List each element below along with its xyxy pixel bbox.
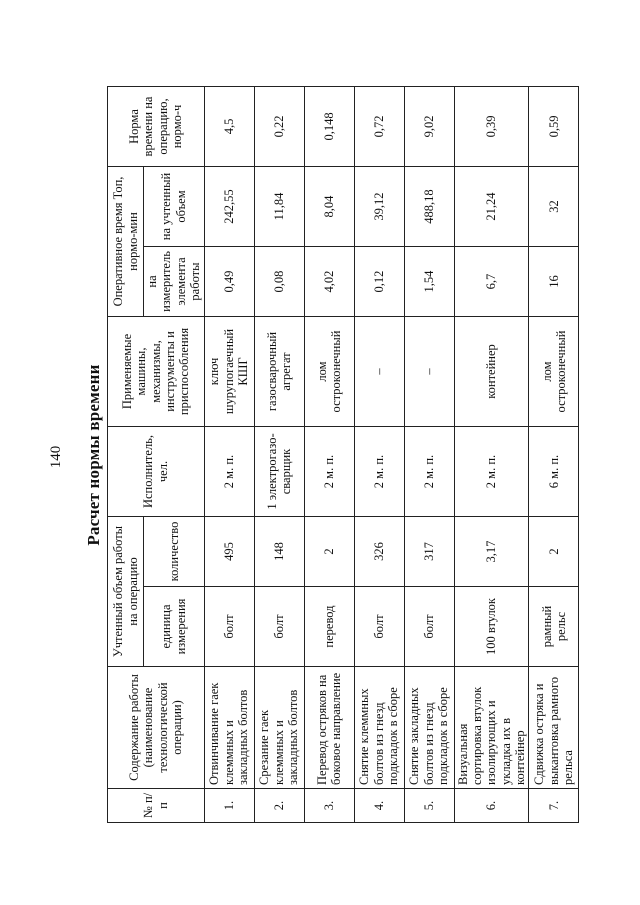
cell-per-unit: 6,7 [454, 247, 529, 317]
cell-tools: контейнер [454, 317, 529, 427]
time-norm-table [107, 86, 579, 823]
cell-per-unit: 1,54 [404, 247, 454, 317]
table-body [204, 86, 579, 822]
cell-quantity: 3,17 [454, 517, 529, 587]
cell-per-volume: 32 [529, 166, 579, 246]
cell-per-volume: 11,84 [254, 166, 304, 246]
cell-quantity: 317 [404, 517, 454, 587]
cell-work: Снятие клеммных болтов из гнезд подкладок в сборе [354, 667, 404, 789]
cell-quantity: 326 [354, 517, 404, 587]
table-row [454, 86, 529, 822]
table-row [254, 86, 304, 822]
cell-per-volume: 488,18 [404, 166, 454, 246]
cell-tools: ключ шурупогаечный КШГ [204, 317, 254, 427]
table-row [304, 86, 354, 822]
cell-per-unit: 4,02 [304, 247, 354, 317]
cell-norm: 0,72 [354, 86, 404, 166]
cell-unit: рамный рельс [529, 587, 579, 667]
table-row [204, 86, 254, 822]
cell-work: Визуальная сортировка втулок изолирующих и укладка их в контейнер [454, 667, 529, 789]
header-norm: Норма времени на операцию, нормо-ч [108, 86, 205, 166]
cell-per-unit: 0,08 [254, 247, 304, 317]
cell-quantity: 148 [254, 517, 304, 587]
header-performer: Исполнитель, чел. [108, 427, 205, 517]
page-title: Расчет нормы времени [84, 364, 103, 546]
table-header [108, 86, 205, 822]
cell-per-unit: 0,49 [204, 247, 254, 317]
cell-performer: 2 м. п. [454, 427, 529, 517]
table-row [354, 86, 404, 822]
header-optime-group: Оперативное время Топ, нормо-мин [108, 166, 144, 316]
cell-quantity: 2 [304, 517, 354, 587]
cell-norm: 0,39 [454, 86, 529, 166]
page-number: 140 [48, 445, 64, 469]
cell-unit: перевод [304, 587, 354, 667]
header-tools: Применяемые машины, механизмы, инструменты и приспособления [108, 317, 205, 427]
cell-performer: 1 электрогазо-сварщик [254, 427, 304, 517]
cell-norm: 4,5 [204, 86, 254, 166]
cell-unit: 100 втулок [454, 587, 529, 667]
table-row [404, 86, 454, 822]
cell-norm: 0,148 [304, 86, 354, 166]
cell-performer: 2 м. п. [404, 427, 454, 517]
cell-performer: 2 м. п. [304, 427, 354, 517]
header-per-unit: на измеритель элемента работы [144, 247, 205, 317]
cell-per-volume: 8,04 [304, 166, 354, 246]
header-quantity: количество [144, 517, 205, 587]
cell-performer: 2 м. п. [204, 427, 254, 517]
cell-num: 4. [354, 789, 404, 823]
header-volume-group: Учтенный объем работы на операцию [108, 517, 144, 667]
cell-num: 7. [529, 789, 579, 823]
cell-per-volume: 242,55 [204, 166, 254, 246]
cell-quantity: 2 [529, 517, 579, 587]
rotated-page-content [48, 87, 576, 823]
cell-per-volume: 21,24 [454, 166, 529, 246]
cell-num: 2. [254, 789, 304, 823]
cell-quantity: 495 [204, 517, 254, 587]
cell-tools: лом остроконечный [304, 317, 354, 427]
header-work: Содержание работы (наименование технологической операции) [108, 667, 205, 789]
cell-norm: 9,02 [404, 86, 454, 166]
header-unit: единица измерения [144, 587, 205, 667]
cell-work: Снятие закладных болтов из гнезд подкладок в сборе [404, 667, 454, 789]
cell-unit: болт [204, 587, 254, 667]
cell-performer: 6 м. п. [529, 427, 579, 517]
cell-unit: болт [404, 587, 454, 667]
cell-unit: болт [354, 587, 404, 667]
cell-norm: 0,59 [529, 86, 579, 166]
cell-work: Срезание гаек клеммных и закладных болтов [254, 667, 304, 789]
cell-per-unit: 16 [529, 247, 579, 317]
cell-unit: болт [254, 587, 304, 667]
cell-work: Сдвижка остряка и выкантовка рамного рельса [529, 667, 579, 789]
cell-per-volume: 39,12 [354, 166, 404, 246]
header-num: № п/п [108, 789, 205, 823]
cell-performer: 2 м. п. [354, 427, 404, 517]
cell-num: 1. [204, 789, 254, 823]
header-per-volume: на учтенный объем [144, 166, 205, 246]
cell-tools: лом остроконечный [529, 317, 579, 427]
cell-work: Перевод остряков на боковое направление [304, 667, 354, 789]
cell-num: 3. [304, 789, 354, 823]
cell-tools: – [354, 317, 404, 427]
cell-num: 5. [404, 789, 454, 823]
cell-tools: газосварочный агрегат [254, 317, 304, 427]
cell-work: Отвинчивание гаек клеммных и закладных болтов [204, 667, 254, 789]
cell-per-unit: 0,12 [354, 247, 404, 317]
cell-num: 6. [454, 789, 529, 823]
table-row [529, 86, 579, 822]
cell-norm: 0,22 [254, 86, 304, 166]
cell-tools: – [404, 317, 454, 427]
